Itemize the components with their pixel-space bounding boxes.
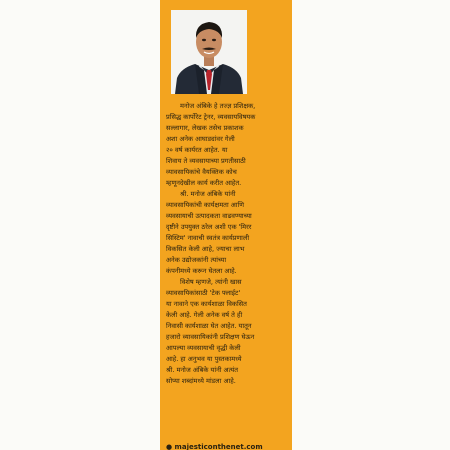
bio-line: आपल्या व्यवसायाची वृद्धी केली	[166, 344, 241, 352]
bio-paragraph	[166, 189, 288, 277]
bio-line: शिवाय ते व्यवसायाच्या प्रगतीसाठी	[166, 157, 246, 165]
bio-line: सोप्या शब्दांमध्ये मांडला आहे.	[166, 377, 236, 385]
bio-line: श्री. मनोज अंबिके यांनी	[180, 190, 236, 198]
bio-line: व्यवसायाची उत्पादकता वाढवण्याच्या	[166, 212, 252, 220]
author-photo	[171, 10, 247, 94]
bio-line: विशेष म्हणजे, त्यांनी खास	[180, 278, 242, 286]
bio-line: मनोज अंबिके हे तज्ज्ञ प्रशिक्षक,	[180, 102, 256, 110]
bio-line: व्यावसायिकांची कार्यक्षमता आणि	[166, 201, 244, 209]
bio-line: सिस्टिम' नावाची स्वतंत्र कार्यप्रणाली	[166, 234, 250, 242]
bio-line: कंपनीमध्ये करून घेतला आहे.	[166, 267, 237, 275]
bio-line: श्री. मनोज अंबिके यांनी अत्यंत	[166, 366, 239, 374]
bio-line: व्यावसायिकांसाठी 'टेक फ्लाईट'	[166, 289, 241, 297]
bio-line: निवासी कार्यशाळा घेत आहेत. यातून	[166, 322, 252, 330]
author-portrait-image	[171, 10, 247, 94]
bio-line: दृष्टीने उपयुक्त ठरेल अशी एक 'मिरर	[166, 223, 252, 231]
bio-line: व्यावसायिकांचे वैयक्तिक कोच	[166, 168, 237, 176]
bio-paragraph	[166, 277, 288, 387]
publisher-url: ● majesticonthenet.com	[166, 443, 263, 450]
bio-line: विकसित केली आहे, ज्याचा लाभ	[166, 245, 245, 253]
bio-line: २० वर्ष कार्यरत आहेत. या	[166, 146, 228, 154]
bio-line: या नावाने एक कार्यशाळा विकसित	[166, 300, 247, 308]
bio-line: आहे. हा अनुभव या पुस्तकामध्ये	[166, 355, 242, 363]
bio-line: अनेक उद्योजकांनी त्यांच्या	[166, 256, 227, 264]
bio-line: सल्लागार, लेखक तसेच प्रकाशक	[166, 124, 244, 132]
bio-paragraph	[166, 101, 288, 189]
bio-line: म्हणूनदेखील कार्य करीत आहेत.	[166, 179, 242, 187]
author-bio	[166, 101, 288, 387]
bio-line: अशा अनेक आघाड्यांवर गेली	[166, 135, 235, 143]
bio-line: केली आहे. गेली अनेक वर्ष ते ही	[166, 311, 243, 319]
bio-line: प्रसिद्ध कार्पोरेट ट्रेनर, व्यवसायविषयक	[166, 113, 256, 121]
bio-line: हजारो व्यावसायिकांनी प्रशिक्षण घेऊन	[166, 333, 255, 341]
